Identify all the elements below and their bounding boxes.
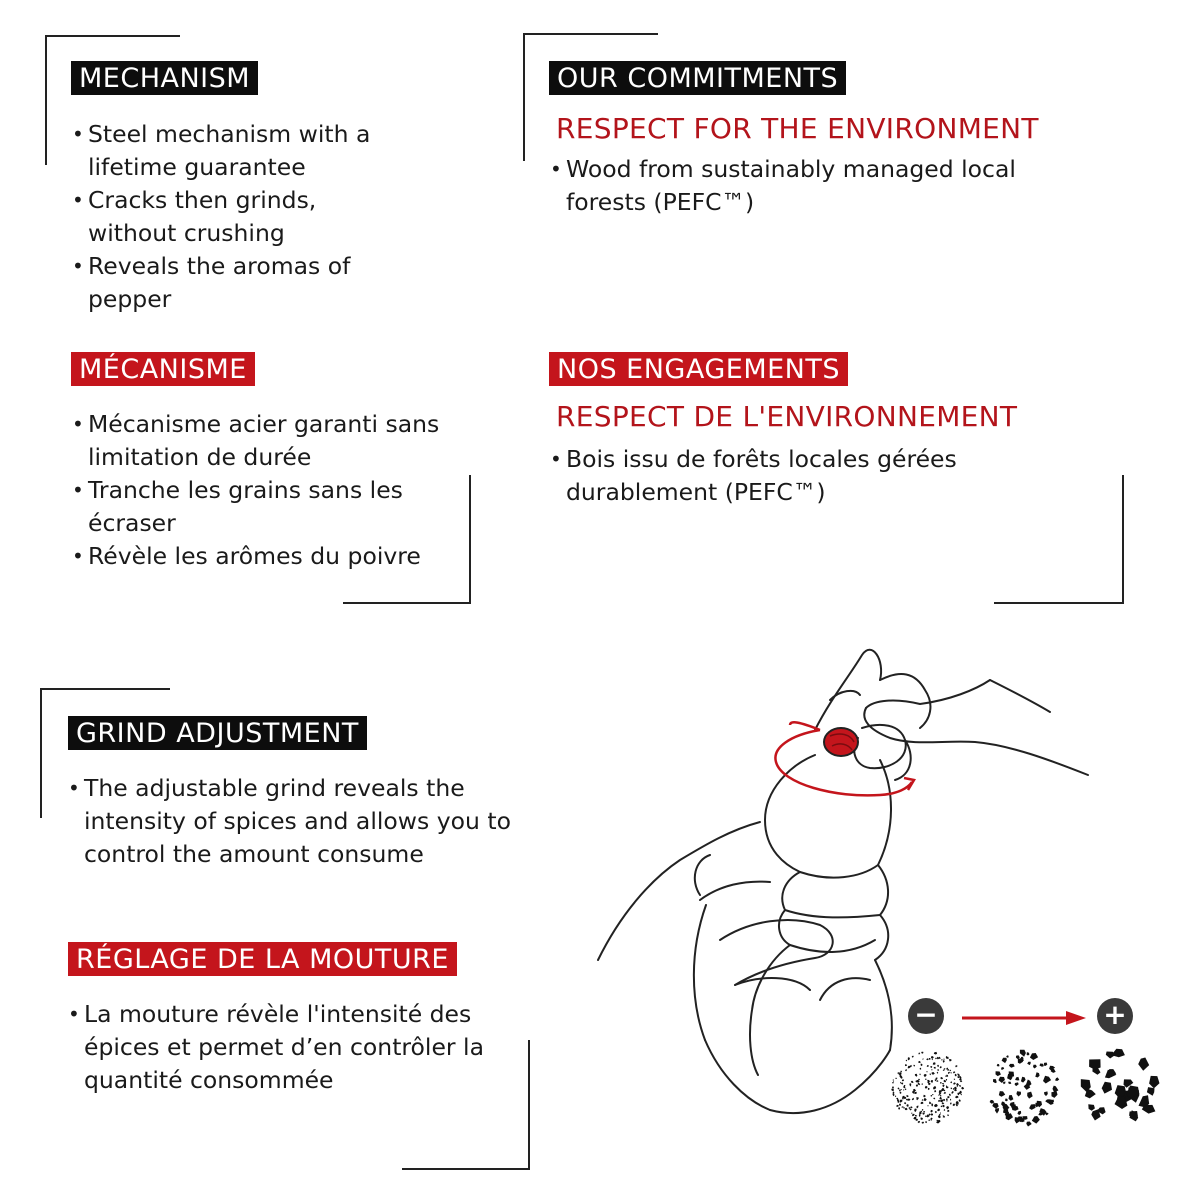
list-item: • Révèle les arômes du poivre bbox=[72, 540, 472, 573]
list-item: • Tranche les grains sans les écraser bbox=[72, 474, 472, 540]
list-item: • La mouture révèle l'intensité des épices et permet d’en contrôler la quantité consommée bbox=[68, 998, 528, 1097]
arrow-right-icon bbox=[960, 1008, 1090, 1028]
coarse-grind-icon bbox=[1080, 1048, 1160, 1128]
list-item: • Cracks then grinds, without crushing bbox=[72, 184, 412, 250]
fine-grind-icon bbox=[888, 1048, 968, 1128]
minus-icon: − bbox=[908, 998, 944, 1034]
plus-icon: + bbox=[1097, 998, 1133, 1034]
list-item: • Bois issu de forêts locales gérées durablement (PEFC™) bbox=[550, 443, 1030, 509]
mechanism-title-en: MECHANISM bbox=[71, 61, 258, 95]
grind-title-en: GRIND ADJUSTMENT bbox=[68, 716, 367, 750]
grinder-knob bbox=[824, 728, 858, 756]
commitments-subtitle-fr: RESPECT DE L'ENVIRONNEMENT bbox=[556, 400, 1018, 433]
commitments-title-en: OUR COMMITMENTS bbox=[549, 61, 846, 95]
grind-title-fr: RÉGLAGE DE LA MOUTURE bbox=[68, 942, 457, 976]
commitments-subtitle-en: RESPECT FOR THE ENVIRONMENT bbox=[556, 112, 1039, 145]
list-item: • Reveals the aromas of pepper bbox=[72, 250, 412, 316]
list-item: • Wood from sustainably managed local forests (PEFC™) bbox=[550, 153, 1090, 219]
commitments-title-fr: NOS ENGAGEMENTS bbox=[549, 352, 848, 386]
list-item: • Steel mechanism with a lifetime guarantee bbox=[72, 118, 412, 184]
list-item: • The adjustable grind reveals the intensity of spices and allows you to control the amount consume bbox=[68, 772, 528, 871]
mechanism-title-fr: MÉCANISME bbox=[71, 352, 255, 386]
list-item: • Mécanisme acier garanti sans limitation de durée bbox=[72, 408, 472, 474]
medium-grind-icon bbox=[984, 1048, 1064, 1128]
